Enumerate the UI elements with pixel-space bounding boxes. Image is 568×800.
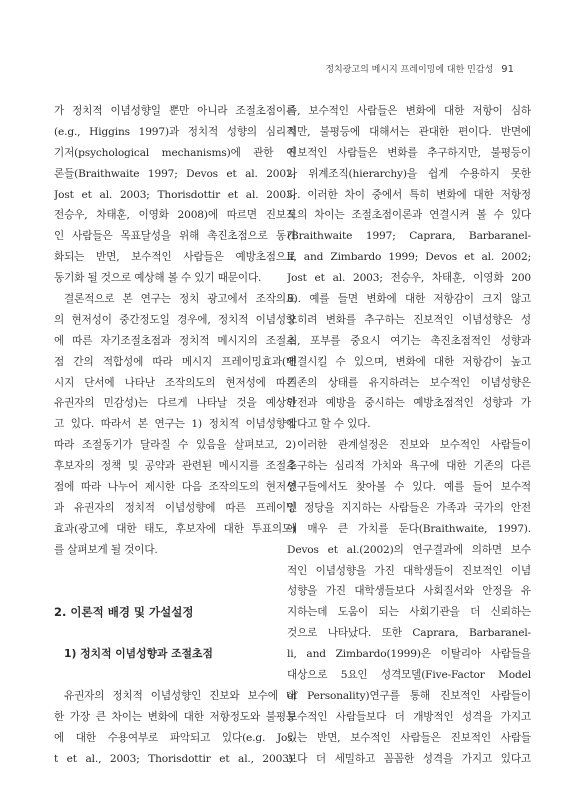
- running-header: [325, 62, 514, 75]
- running-title: 정치광고의 메시지 프레이밍에 대한 민감성: [325, 65, 494, 75]
- text-line: Jost et al. 2003; Thorisdottir et al. 2003;: [54, 188, 296, 201]
- text-line: Devos et al.(2002)의 연구결과에 의하면 보수: [287, 543, 531, 556]
- left-column: [54, 101, 296, 770]
- text-line: 효과(광고에 대한 태도, 후보자에 대한 투표의도): [54, 522, 296, 535]
- text-line: 오히려 변화를 추구하는 진보적인 이념성향은 성: [287, 313, 531, 326]
- text-line: 8). 예를 들면 변화에 대한 저항감이 크지 않고: [287, 293, 531, 306]
- text-line: 유권자의 민감성)는 다르게 나타날 것을 예상하: [54, 397, 296, 410]
- section-heading: 2. 이론적 배경 및 가설설정: [54, 605, 194, 620]
- text-line: 취, 포부를 중요시 여기는 촉진초점적인 성향과: [287, 334, 531, 347]
- text-line: 점에 따라 나누어 제시한 다음 조작의도의 현저성: [54, 481, 296, 494]
- text-line: 를 살펴보게 될 것이다.: [54, 543, 158, 556]
- spacer: [54, 581, 296, 602]
- paragraph-2: [287, 435, 531, 769]
- text-line: 동기화 될 것으로 예상해 볼 수 있기 때문이다.: [54, 272, 262, 285]
- text-line: 즉, 보수적인 사람들은 변화에 대한 저항이 심하: [287, 105, 531, 117]
- text-line: t et al., 2003; Thorisdottir et al., 2003).: [54, 752, 296, 765]
- text-line: 기존의 상태를 유지하려는 보수적인 이념성향은: [287, 376, 531, 389]
- text-line: 과 유권자의 정치적 이념성향에 따른 프레이밍: [54, 501, 296, 514]
- paragraph-2: [54, 289, 296, 561]
- text-line: 안전과 예방을 중시하는 예방초점적인 성향과 가: [287, 397, 531, 410]
- text-line: 나 위계조직(hierarchy)을 쉽게 수용하지 못한: [287, 167, 531, 180]
- paragraph-3: [54, 686, 296, 770]
- paragraph-1: [54, 101, 296, 289]
- text-line: 깝다고 할 수 있다.: [287, 418, 371, 431]
- text-line: 연결시킬 수 있으며, 변화에 대한 저항감이 높고: [287, 355, 531, 368]
- text-line: 전승우, 차태훈, 이영화 2008)에 따르면 진보적: [54, 209, 296, 222]
- paragraph-1: [287, 101, 531, 435]
- text-line: 에 대한 수용여부로 파악되고 있다(e.g. Jos-: [54, 731, 296, 744]
- text-line: 후보자의 정책 및 공약과 관련된 메시지를 조절초: [54, 460, 296, 473]
- right-column: [287, 101, 531, 770]
- spacer: [54, 665, 296, 686]
- text-line: 기저(psychological mechanisms)에 관한 이: [54, 146, 296, 159]
- text-line: 한 가장 큰 차이는 변화에 대한 저항정도와 불평등: [54, 710, 296, 723]
- text-line: 이러한 관계설정은 진보와 보수적인 사람들이: [297, 439, 531, 452]
- text-line: 추구하는 심리적 가치와 욕구에 대한 기존의 다른: [287, 460, 531, 473]
- text-line: Jost et al. 2003; 전승우, 차태훈, 이영화 200: [287, 272, 531, 285]
- text-line: 론들(Braithwaite 1997; Devos et al. 2002;: [54, 167, 296, 180]
- text-line: 성향을 가진 대학생들보다 사회질서와 안정을 유: [287, 585, 531, 598]
- subsection-heading: 1) 정치적 이념성향과 조절초점: [64, 647, 213, 661]
- text-line: 결론적으로 본 연구는 정치 광고에서 조작의도: [64, 293, 296, 306]
- page-number: 91: [501, 64, 514, 75]
- text-line: 보다 더 세밀하고 꼼꼼한 성격을 가지고 있다고: [287, 752, 531, 765]
- spacer: [54, 561, 296, 582]
- text-line: 가 정치적 이념성향일 뿐만 아니라 조절초점이론: [54, 105, 296, 117]
- text-line: (e.g., Higgins 1997)과 정치적 성향의 심리적: [54, 125, 296, 138]
- text-line: 점 간의 적합성에 따라 메시지 프레이밍효과(메: [54, 355, 296, 368]
- text-line: 화되는 반면, 보수적인 사람들은 예방초점으로: [54, 251, 296, 264]
- text-line: 인 사람들은 목표달성을 위해 촉진초점으로 동기: [54, 230, 296, 243]
- text-line: 대상으로 5요인 성격모델(Five-Factor Model: [287, 669, 531, 682]
- text-line: 따라 조절동기가 달라질 수 있음을 살펴보고, 2): [54, 439, 296, 452]
- text-line: 에 따른 자기조절초점과 정치적 메시지의 조절초: [54, 334, 296, 347]
- text-line: 지하는데 도움이 되는 사회기관을 더 신뢰하는: [287, 606, 531, 619]
- text-line: 고 있다. 따라서 본 연구는 1) 정치적 이념성향에: [54, 418, 296, 431]
- text-line: 지만, 불평등에 대해서는 관대한 편이다. 반면에: [287, 125, 531, 138]
- text-line: 유권자의 정치적 이념성향인 진보와 보수에 대: [64, 689, 296, 702]
- text-line: 것으로 나타났다. 또한 Caprara, Barbaranel-: [287, 627, 531, 640]
- text-line: 적인 이념성향을 가진 대학생들이 진보적인 이념: [287, 564, 531, 577]
- text-line: 의 현저성이 중간정도일 경우에, 정치적 이념성향: [54, 313, 296, 326]
- spacer: [54, 623, 296, 644]
- text-line: 연구들에서도 찾아볼 수 있다. 예를 들어 보수적: [287, 481, 531, 494]
- text-line: 시지 단서에 나타난 조작의도의 현저성에 따른: [54, 376, 296, 389]
- text-line: li, and Zimbardo(1999)은 이탈리아 사람들을: [287, 648, 531, 661]
- text-line: 있는 반면, 보수적인 사람들은 진보적인 사람들: [287, 731, 531, 744]
- text-line: 진보적인 사람들은 변화를 추구하지만, 불평등이: [287, 146, 531, 159]
- text-line: 인 정당을 지지하는 사람들은 가족과 국가의 안전: [287, 501, 531, 514]
- text-line: 보수적인 사람들보다 더 개방적인 성격을 가지고: [287, 710, 531, 723]
- text-line: of Personality)연구를 통해 진보적인 사람들이: [287, 689, 531, 702]
- text-line: 다. 이러한 차이 중에서 특히 변화에 대한 저항정: [287, 188, 531, 201]
- text-line: (Braithwaite 1997; Caprara, Barbaranel-: [287, 230, 531, 243]
- text-line: li, and Zimbardo 1999; Devos et al. 2002;: [287, 251, 531, 264]
- text-line: 도의 차이는 조절초점이론과 연결시켜 볼 수 있다: [287, 209, 531, 222]
- text-line: 에 매우 큰 가치를 둔다(Braithwaite, 1997).: [287, 522, 531, 535]
